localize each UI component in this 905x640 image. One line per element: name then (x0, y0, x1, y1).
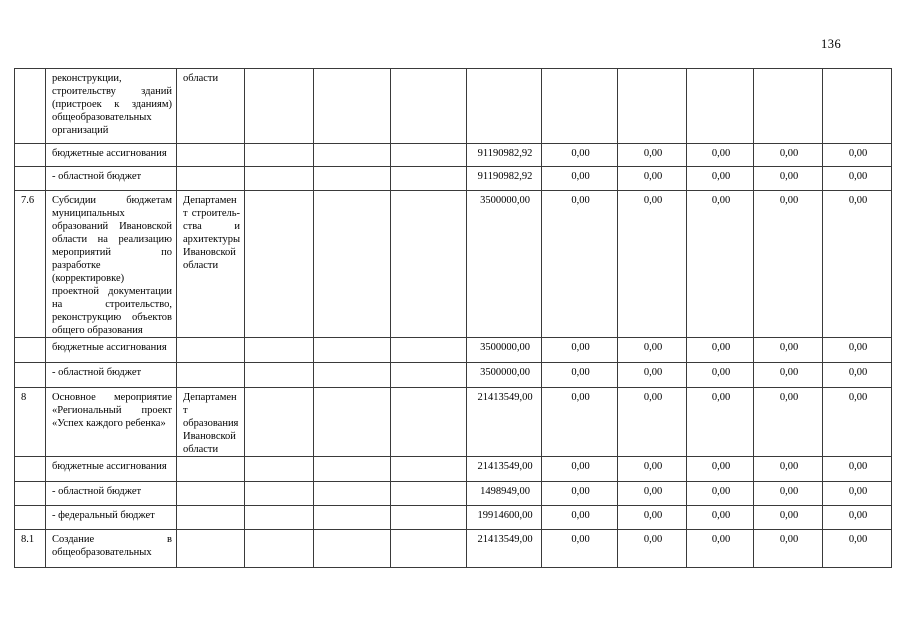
value-cell: 0,00 (823, 506, 892, 530)
row-number-cell (15, 482, 46, 506)
row-number-cell (15, 363, 46, 388)
value-cell: 21413549,00 (467, 388, 542, 457)
empty-cell (245, 506, 314, 530)
row-name-cell: Создание в общеобразовательных (46, 530, 177, 568)
row-executor-cell (177, 506, 245, 530)
value-cell: 0,00 (823, 530, 892, 568)
value-cell: 0,00 (823, 191, 892, 338)
value-cell (823, 69, 892, 144)
value-cell: 0,00 (687, 457, 754, 482)
value-cell: 91190982,92 (467, 144, 542, 167)
table-row (15, 506, 892, 530)
value-cell (467, 69, 542, 144)
value-cell: 0,00 (754, 191, 823, 338)
value-cell (687, 69, 754, 144)
row-executor-cell (177, 363, 245, 388)
row-number-cell (15, 506, 46, 530)
empty-cell (391, 191, 467, 338)
row-executor-cell (177, 338, 245, 363)
empty-cell (391, 506, 467, 530)
value-cell: 0,00 (754, 482, 823, 506)
row-executor-cell (177, 530, 245, 568)
row-number-cell (15, 338, 46, 363)
empty-cell (314, 482, 391, 506)
value-cell: 0,00 (618, 167, 687, 191)
row-executor-cell: области (177, 69, 245, 144)
table-row (15, 338, 892, 363)
value-cell: 21413549,00 (467, 457, 542, 482)
value-cell: 0,00 (687, 338, 754, 363)
value-cell: 0,00 (823, 457, 892, 482)
row-number-cell: 8 (15, 388, 46, 457)
empty-cell (391, 363, 467, 388)
empty-cell (391, 144, 467, 167)
table-row (15, 482, 892, 506)
row-name-cell: реконструкции, строительству зданий (пристроек к зданиям) общеобразовательных организаций (46, 69, 177, 144)
value-cell: 0,00 (542, 338, 618, 363)
value-cell: 0,00 (754, 167, 823, 191)
value-cell: 0,00 (754, 457, 823, 482)
value-cell: 0,00 (618, 506, 687, 530)
row-name-cell: - областной бюджет (46, 482, 177, 506)
value-cell: 0,00 (687, 191, 754, 338)
value-cell: 0,00 (687, 363, 754, 388)
value-cell: 0,00 (687, 482, 754, 506)
row-executor-cell (177, 167, 245, 191)
value-cell: 0,00 (754, 144, 823, 167)
row-number-cell (15, 144, 46, 167)
value-cell: 0,00 (542, 506, 618, 530)
row-number-cell (15, 69, 46, 144)
empty-cell (245, 363, 314, 388)
value-cell (618, 69, 687, 144)
value-cell: 0,00 (542, 482, 618, 506)
table-body (15, 69, 892, 568)
row-name-cell: бюджетные ассигнования (46, 144, 177, 167)
value-cell: 0,00 (542, 388, 618, 457)
value-cell: 0,00 (542, 363, 618, 388)
row-name-cell: бюджетные ассигнования (46, 457, 177, 482)
value-cell: 0,00 (618, 338, 687, 363)
row-executor-cell (177, 144, 245, 167)
empty-cell (391, 482, 467, 506)
table-row (15, 457, 892, 482)
value-cell: 0,00 (618, 530, 687, 568)
empty-cell (391, 338, 467, 363)
value-cell: 0,00 (542, 167, 618, 191)
value-cell: 0,00 (618, 144, 687, 167)
table-row (15, 388, 892, 457)
empty-cell (391, 457, 467, 482)
value-cell: 0,00 (618, 388, 687, 457)
value-cell: 0,00 (754, 363, 823, 388)
row-name-cell: Субсидии бюджетам муниципальных образований Ивановской области на реализацию мероприятий по разработке (корректировке) проектной документации на строительство, реконструкцию объектов общего образования (46, 191, 177, 338)
row-name-cell: - федеральный бюджет (46, 506, 177, 530)
empty-cell (314, 530, 391, 568)
value-cell: 0,00 (754, 530, 823, 568)
value-cell: 0,00 (618, 482, 687, 506)
empty-cell (314, 338, 391, 363)
value-cell: 0,00 (823, 363, 892, 388)
row-number-cell: 7.6 (15, 191, 46, 338)
value-cell: 0,00 (687, 506, 754, 530)
row-name-cell: Основное мероприятие «Региональный проект «Успех каждого ребенка» (46, 388, 177, 457)
empty-cell (314, 388, 391, 457)
budget-table (14, 68, 892, 568)
empty-cell (245, 338, 314, 363)
value-cell: 0,00 (542, 457, 618, 482)
empty-cell (314, 191, 391, 338)
row-executor-cell: Департамент строитель-ства и архитектуры Ивановской области (177, 191, 245, 338)
value-cell: 0,00 (687, 388, 754, 457)
empty-cell (245, 530, 314, 568)
value-cell: 0,00 (618, 363, 687, 388)
row-executor-cell: Департамент образования Ивановской области (177, 388, 245, 457)
value-cell: 0,00 (823, 388, 892, 457)
value-cell: 0,00 (687, 144, 754, 167)
empty-cell (314, 69, 391, 144)
empty-cell (314, 167, 391, 191)
page-number: 136 (821, 37, 842, 51)
empty-cell (245, 144, 314, 167)
value-cell: 0,00 (542, 144, 618, 167)
empty-cell (314, 144, 391, 167)
empty-cell (245, 191, 314, 338)
empty-cell (245, 388, 314, 457)
value-cell (542, 69, 618, 144)
empty-cell (245, 482, 314, 506)
value-cell: 0,00 (823, 167, 892, 191)
table-row (15, 144, 892, 167)
empty-cell (245, 167, 314, 191)
empty-cell (391, 69, 467, 144)
value-cell: 0,00 (687, 530, 754, 568)
value-cell: 3500000,00 (467, 338, 542, 363)
value-cell: 0,00 (687, 167, 754, 191)
row-number-cell: 8.1 (15, 530, 46, 568)
row-executor-cell (177, 482, 245, 506)
value-cell: 0,00 (542, 530, 618, 568)
table-row (15, 69, 892, 144)
row-name-cell: - областной бюджет (46, 363, 177, 388)
value-cell: 0,00 (618, 457, 687, 482)
row-executor-cell (177, 457, 245, 482)
table-row (15, 363, 892, 388)
value-cell: 0,00 (823, 482, 892, 506)
table-row (15, 167, 892, 191)
row-name-cell: - областной бюджет (46, 167, 177, 191)
value-cell: 0,00 (754, 338, 823, 363)
value-cell: 3500000,00 (467, 363, 542, 388)
value-cell: 1498949,00 (467, 482, 542, 506)
empty-cell (245, 457, 314, 482)
value-cell: 21413549,00 (467, 530, 542, 568)
value-cell: 91190982,92 (467, 167, 542, 191)
table-row (15, 191, 892, 338)
row-number-cell (15, 167, 46, 191)
empty-cell (314, 506, 391, 530)
row-name-cell: бюджетные ассигнования (46, 338, 177, 363)
empty-cell (314, 363, 391, 388)
empty-cell (391, 530, 467, 568)
value-cell: 0,00 (754, 506, 823, 530)
empty-cell (314, 457, 391, 482)
value-cell: 0,00 (618, 191, 687, 338)
value-cell: 0,00 (823, 338, 892, 363)
value-cell (754, 69, 823, 144)
row-number-cell (15, 457, 46, 482)
empty-cell (245, 69, 314, 144)
value-cell: 3500000,00 (467, 191, 542, 338)
table-row (15, 530, 892, 568)
value-cell: 0,00 (542, 191, 618, 338)
empty-cell (391, 167, 467, 191)
value-cell: 0,00 (754, 388, 823, 457)
value-cell: 0,00 (823, 144, 892, 167)
value-cell: 19914600,00 (467, 506, 542, 530)
empty-cell (391, 388, 467, 457)
